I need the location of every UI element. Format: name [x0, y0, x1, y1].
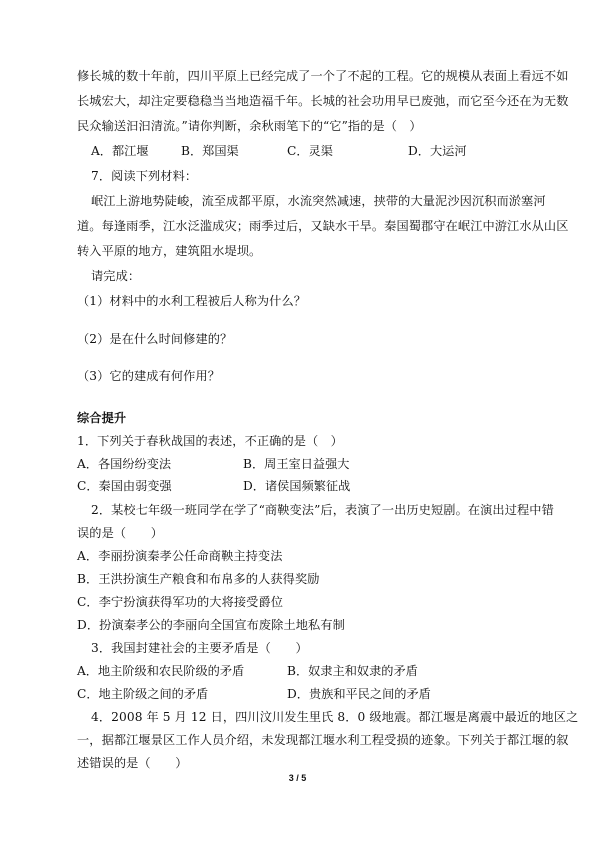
q3-option-c: C．地主阶级之间的矛盾	[77, 687, 209, 701]
q2-option-a: A．李丽扮演秦孝公任命商鞅主持变法	[77, 549, 283, 563]
q7-material-line-3: 转入平原的地方，建筑阻水堤坝。	[77, 244, 262, 258]
q7-prompt: 请完成：	[91, 269, 141, 283]
q4-stem-line-3: 述错误的是（ ）	[77, 756, 188, 770]
q1-option-a: A．各国纷纷变法	[77, 457, 172, 471]
q1-stem: 1．下列关于春秋战国的表述，不正确的是（ ）	[77, 434, 343, 448]
q1-options-row-2	[77, 478, 537, 494]
q7-stem: 7．阅读下列材料：	[91, 169, 198, 183]
q3-stem: 3．我国封建社会的主要矛盾是（ ）	[91, 641, 308, 655]
q2-stem-line-1: 2．某校七年级一班同学在学了“商鞅变法”后，表演了一出历史短剧。在演出过程中错	[91, 503, 554, 517]
q7-sub-1: （1）材料中的水利工程被后人称为什么？	[77, 294, 307, 308]
q7-material-line-1: 岷江上游地势陡峻，流至成都平原，水流突然减速，挟带的大量泥沙因沉积而淤塞河	[91, 194, 546, 208]
q7-material-line-2: 道。每逢雨季，江水泛滥成灾；雨季过后，又缺水干旱。秦国蜀郡守在岷江中游江水从山区	[77, 219, 569, 233]
q1-option-b: B．周王室日益强大	[243, 457, 350, 471]
q2-option-c: C．李宁扮演获得军功的大将接受爵位	[77, 595, 284, 609]
q7-sub-2: （2）是在什么时间修建的？	[77, 332, 233, 346]
q3-option-a: A．地主阶级和农民阶级的矛盾	[77, 664, 245, 678]
q4-stem-line-2: 一，据都江堰景区工作人员介绍，未发现都江堰水利工程受损的迹象。下列关于都江堰的叙	[77, 733, 569, 747]
q1-options-row-1	[77, 456, 537, 472]
q1-option-c: C．秦国由弱变强	[77, 479, 172, 493]
passage-options	[77, 143, 537, 159]
q3-option-b: B．奴隶主和奴隶的矛盾	[287, 664, 418, 678]
option-b: B．郑国渠	[181, 144, 239, 158]
q4-stem-line-1: 4．2008 年 5 月 12 日，四川汶川发生里氏 8．0 级地震。都江堰是离震中最近的地区之	[91, 710, 579, 724]
q7-sub-3: （3）它的建成有何作用？	[77, 369, 221, 383]
q2-stem-line-2: 误的是（ ）	[77, 526, 164, 540]
passage-line-1: 修长城的数十年前，四川平原上已经完成了一个了不起的工程。它的规模从表面上看远不如	[77, 69, 569, 83]
q3-option-d: D．贵族和平民之间的矛盾	[287, 687, 431, 701]
q3-options-row-2	[77, 686, 537, 702]
option-c: C．灵渠	[287, 144, 333, 158]
q3-options-row-1	[77, 663, 537, 679]
q2-option-b: B．王洪扮演生产粮食和布帛多的人获得奖励	[77, 572, 320, 586]
passage-line-2: 长城宏大，却注定要稳稳当当地造福千年。长城的社会功用早已废弛，而它至今还在为无数	[77, 94, 569, 108]
page-number: 3 / 5	[288, 773, 307, 783]
section-title: 综合提升	[77, 411, 127, 425]
q1-option-d: D．诸侯国频繁征战	[243, 479, 351, 493]
option-d: D．大运河	[408, 144, 467, 158]
passage-line-3: 民众输送汩汩清流。”请你判断，余秋雨笔下的“它”指的是（ ）	[77, 119, 422, 133]
option-a: A．都江堰	[91, 144, 149, 158]
q2-option-d: D．扮演秦孝公的李丽向全国宣布废除土地私有制	[77, 618, 345, 632]
